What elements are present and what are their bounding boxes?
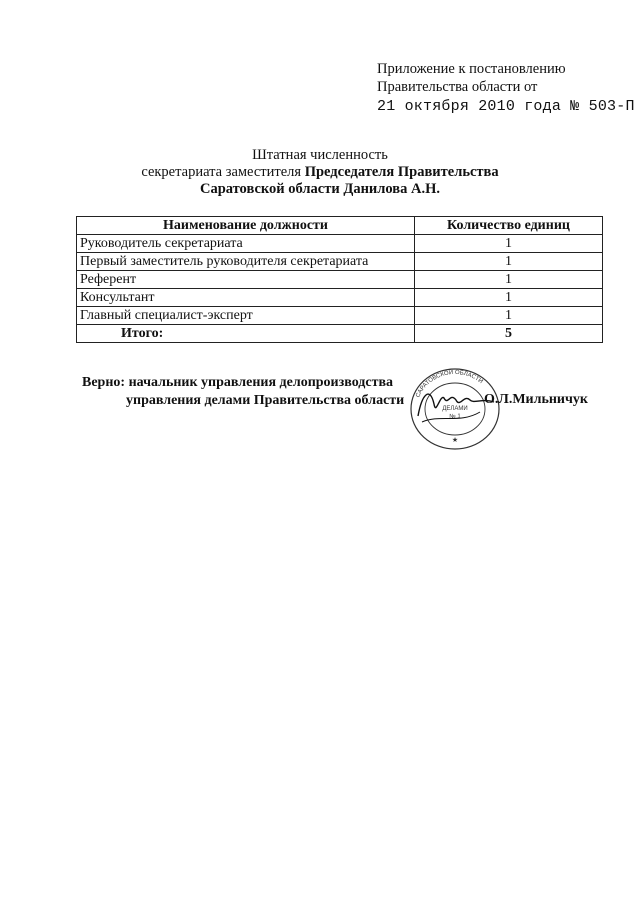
table-row <box>77 271 603 289</box>
table-row <box>77 253 603 271</box>
position-name: Первый заместитель руководителя секретариата <box>77 253 415 271</box>
total-qty: 5 <box>415 325 603 343</box>
document-title <box>0 147 640 198</box>
header-position: Наименование должности <box>77 217 415 235</box>
certification-block <box>82 374 404 410</box>
table-header-row <box>77 217 603 235</box>
title-line-2-start: секретариата заместителя <box>141 164 302 180</box>
table-row <box>77 289 603 307</box>
appendix-line-1: Приложение к постановлению <box>377 61 566 77</box>
appendix-date-number: 21 октября 2010 года № 503-П <box>377 98 635 115</box>
position-name: Руководитель секретариата <box>77 235 415 253</box>
position-name: Консультант <box>77 289 415 307</box>
position-qty: 1 <box>415 271 603 289</box>
staff-table <box>76 216 603 343</box>
certification-line-2: управления делами Правительства области <box>126 393 405 408</box>
total-label: Итого: <box>77 325 415 343</box>
official-stamp <box>400 364 510 454</box>
header-quantity: Количество единиц <box>415 217 603 235</box>
title-line-3: Саратовской области Данилова А.Н. <box>199 181 441 197</box>
stamp-center-line-2: № 1 <box>449 414 461 420</box>
position-qty: 1 <box>415 307 603 325</box>
title-line-2 <box>0 164 640 181</box>
certification-line-1: Верно: начальник управления делопроизводства <box>82 375 394 390</box>
position-name: Референт <box>77 271 415 289</box>
signer-name: О.Л.Мильничук <box>484 392 588 407</box>
position-qty: 1 <box>415 289 603 307</box>
table-row <box>77 307 603 325</box>
appendix-header <box>377 60 635 116</box>
table-row <box>77 235 603 253</box>
position-name: Главный специалист-эксперт <box>77 307 415 325</box>
position-qty: 1 <box>415 253 603 271</box>
title-line-1: Штатная численность <box>252 147 388 163</box>
stamp-star-icon: ★ <box>451 436 459 444</box>
stamp-center-line-1: ДЕЛАМИ <box>442 406 468 412</box>
title-line-2-bold: Председателя Правительства <box>304 164 499 180</box>
appendix-line-2: Правительства области от <box>377 79 538 95</box>
table-total-row <box>77 325 603 343</box>
position-qty: 1 <box>415 235 603 253</box>
stamp-ring-textpath: САРАТОВСКОЙ ОБЛАСТИ <box>415 369 484 399</box>
